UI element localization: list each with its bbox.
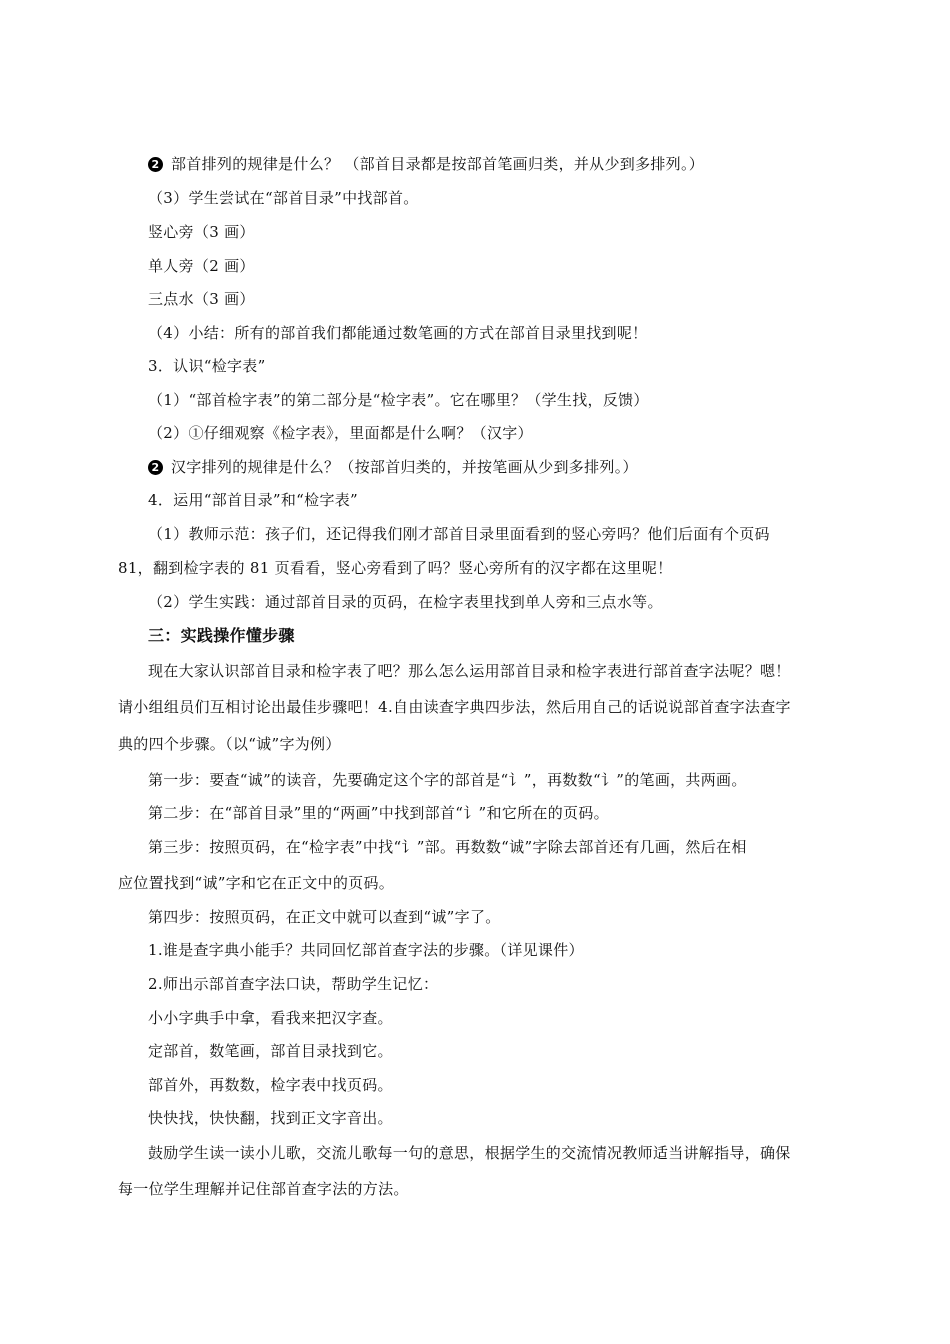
paragraph-intro-line-1: 现在大家认识部首目录和检字表了吧？那么怎么运用部首目录和检字表进行部首查字法呢？嗯！ xyxy=(148,662,791,680)
rhyme-line-1: 小小字典手中拿，看我来把汉字查。 xyxy=(148,1009,393,1027)
step-4: 第四步：按照页码，在正文中就可以查到“诚”字了。 xyxy=(148,908,501,926)
line-character-order-question: 2 汉字排列的规律是什么？（按部首归类的，并按笔画从少到多排列。） xyxy=(148,457,638,477)
step-1: 第一步：要查“诚”的读音，先要确定这个字的部首是“讠”，再数数“讠”的笔画，共两画。 xyxy=(148,771,747,789)
line-teacher-demo-cont: 81，翻到检字表的 81 页看看，竖心旁看到了吗？竖心旁所有的汉字都在这里呢！ xyxy=(118,559,673,577)
line-student-practice: （2）学生实践：通过部首目录的页码，在检字表里找到单人旁和三点水等。 xyxy=(148,593,663,611)
paragraph-intro-line-2: 请小组组员们互相讨论出最佳步骤吧！4.自由读查字典四步法，然后用自己的话说说部首查字法查字 xyxy=(118,698,791,716)
activity-1: 1.谁是查字典小能手？共同回忆部首查字法的步骤。（详见课件） xyxy=(148,941,584,959)
rhyme-line-3: 部首外，再数数，检字表中找页码。 xyxy=(148,1076,393,1094)
closing-line-2: 每一位学生理解并记住部首查字法的方法。 xyxy=(118,1180,409,1198)
line-teacher-demo: （1）教师示范：孩子们，还记得我们刚才部首目录里面看到的竖心旁吗？他们后面有个页码 xyxy=(148,525,770,543)
closing-line-1: 鼓励学生读一读小儿歌，交流儿歌每一句的意思，根据学生的交流情况教师适当讲解指导，确保 xyxy=(148,1144,791,1162)
rhyme-line-2: 定部首，数笔画，部首目录找到它。 xyxy=(148,1042,393,1060)
line-radical-order-question: 2 部首排列的规律是什么？ （部首目录都是按部首笔画归类，并从少到多排列。） xyxy=(148,154,704,174)
line-index-table-location: （1）“部首检字表”的第二部分是“检字表”。它在哪里？（学生找，反馈） xyxy=(148,391,649,409)
circled-number: 2 xyxy=(148,157,163,172)
line-single-person: 单人旁（2 画） xyxy=(148,257,255,275)
step-2: 第二步：在“部首目录”里的“两画”中找到部首“讠”和它所在的页码。 xyxy=(148,804,609,822)
circled-number: 2 xyxy=(148,460,163,475)
line-vertical-heart: 竖心旁（3 画） xyxy=(148,223,255,241)
activity-2: 2.师出示部首查字法口诀，帮助学生记忆： xyxy=(148,975,439,993)
line-student-try: （3）学生尝试在“部首目录”中找部首。 xyxy=(148,189,419,207)
step-3-line-1: 第三步：按照页码，在“检字表”中找“讠”部。再数数“诚”字除去部首还有几画，然后在相 xyxy=(148,838,747,856)
line-three-water: 三点水（3 画） xyxy=(148,290,255,308)
line-section-3: 3．认识“检字表” xyxy=(148,357,266,375)
paragraph-intro-line-3: 典的四个步骤。（以“诚”字为例） xyxy=(118,735,341,753)
section-heading-practice: 三：实践操作懂步骤 xyxy=(148,626,295,645)
line-section-4: 4．运用“部首目录”和“检字表” xyxy=(148,491,359,509)
line-summary: （4）小结：所有的部首我们都能通过数笔画的方式在部首目录里找到呢！ xyxy=(148,324,648,342)
rhyme-line-4: 快快找，快快翻，找到正文字音出。 xyxy=(148,1109,393,1127)
step-3-line-2: 应位置找到“诚”字和它在正文中的页码。 xyxy=(118,874,395,892)
line-observe-index: （2）①仔细观察《检字表》，里面都是什么啊？（汉字） xyxy=(148,424,533,442)
